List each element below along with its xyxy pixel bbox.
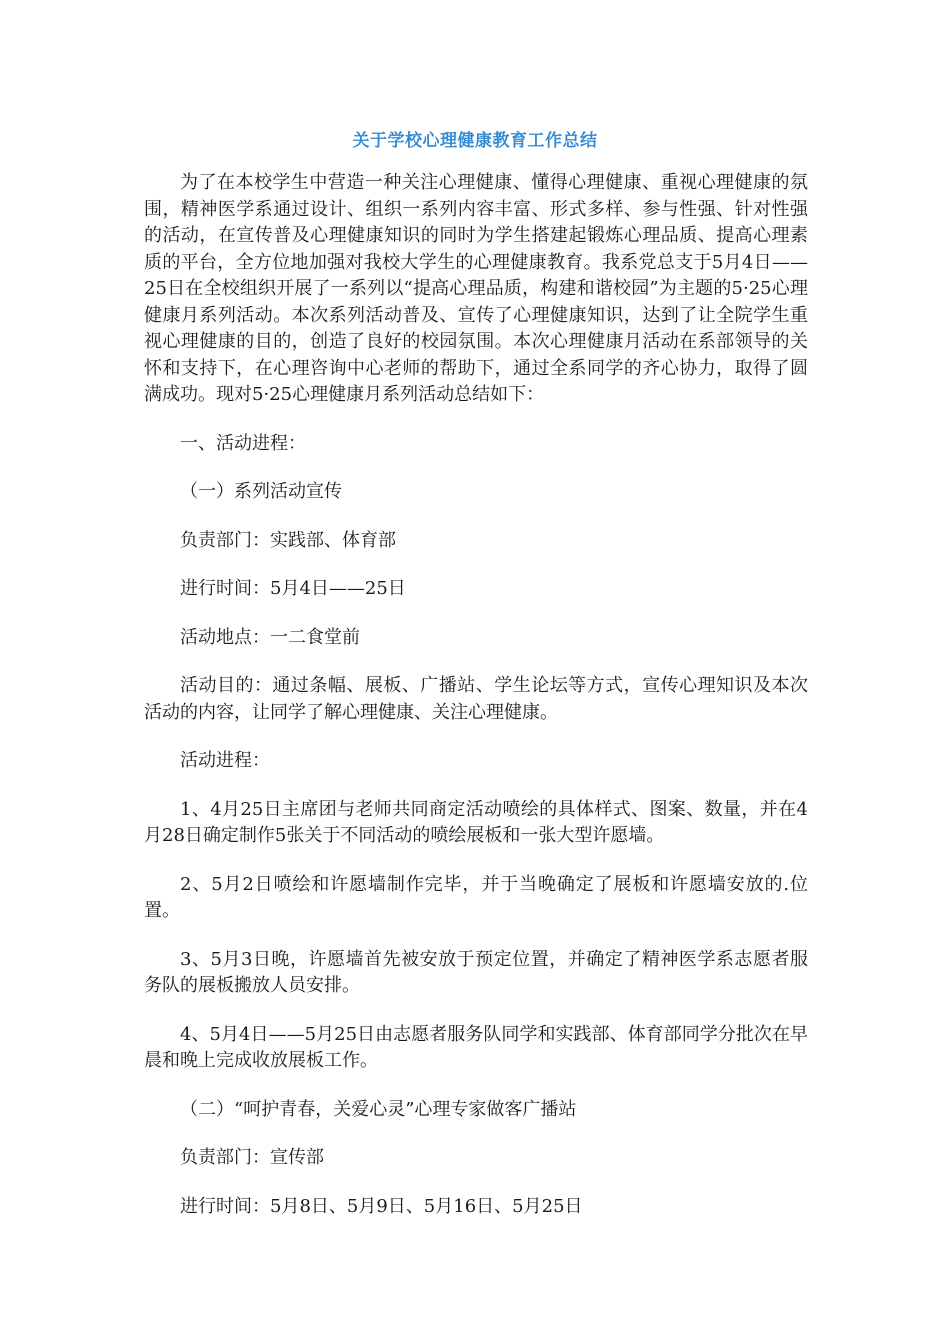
activity-location: 活动地点：一二食堂前 xyxy=(180,626,360,648)
subsection-heading: （二）“呵护青春，关爱心灵”心理专家做客广播站 xyxy=(180,1098,577,1120)
progress-item: 1、4月25日主席团与老师共同商定活动喷绘的具体样式、图案、数量，并在4月28日确定制作5张关于不同活动的喷绘展板和一张大型许愿墙。 xyxy=(144,798,808,846)
progress-item: 4、5月4日——5月25日由志愿者服务队同学和实践部、体育部同学分批次在早晨和晚上完成收放展板工作。 xyxy=(144,1023,808,1071)
responsible-department: 负责部门：实践部、体育部 xyxy=(180,529,396,551)
intro-paragraph: 为了在本校学生中营造一种关注心理健康、懂得心理健康、重视心理健康的氛围，精神医学系通过设计、组织一系列内容丰富、形式多样、参与性强、针对性强的活动，在宣传普及心理健康知识的同时为学生搭建起锻炼心理品质、提高心理素质的平台，全方位地加强对我校大学生的心理健康教育。我系党总支于5月4日——25日在全校组织开展了一系列以“提高心理品质，构建和谐校园”为主题的5·25心理健康月系列活动。本次系列活动普及、宣传了心理健康知识，达到了让全院学生重视心理健康的目的，创造了良好的校园氛围。本次心理健康月活动在系部领导的关怀和支持下，在心理咨询中心老师的帮助下，通过全系同学的齐心协力，取得了圆满成功。现对5·25心理健康月系列活动总结如下： xyxy=(144,172,808,405)
progress-item: 3、5月3日晚，许愿墙首先被安放于预定位置，并确定了精神医学系志愿者服务队的展板搬放人员安排。 xyxy=(144,948,808,996)
activity-time: 进行时间：5月8日、5月9日、5月16日、5月25日 xyxy=(180,1195,583,1217)
activity-purpose: 活动目的：通过条幅、展板、广播站、学生论坛等方式，宣传心理知识及本次活动的内容，让同学了解心理健康、关注心理健康。 xyxy=(144,675,808,723)
section-heading: 一、活动进程： xyxy=(180,432,306,454)
document-body xyxy=(144,170,808,1220)
document-title: 关于学校心理健康教育工作总结 xyxy=(352,131,598,151)
activity-progress-label: 活动进程： xyxy=(180,750,270,771)
activity-time: 进行时间：5月4日——25日 xyxy=(180,578,406,599)
responsible-department: 负责部门：宣传部 xyxy=(180,1147,324,1168)
subsection-heading: （一）系列活动宣传 xyxy=(180,481,342,502)
progress-item: 2、5月2日喷绘和许愿墙制作完毕，并于当晚确定了展板和许愿墙安放的.位置。 xyxy=(144,873,808,921)
